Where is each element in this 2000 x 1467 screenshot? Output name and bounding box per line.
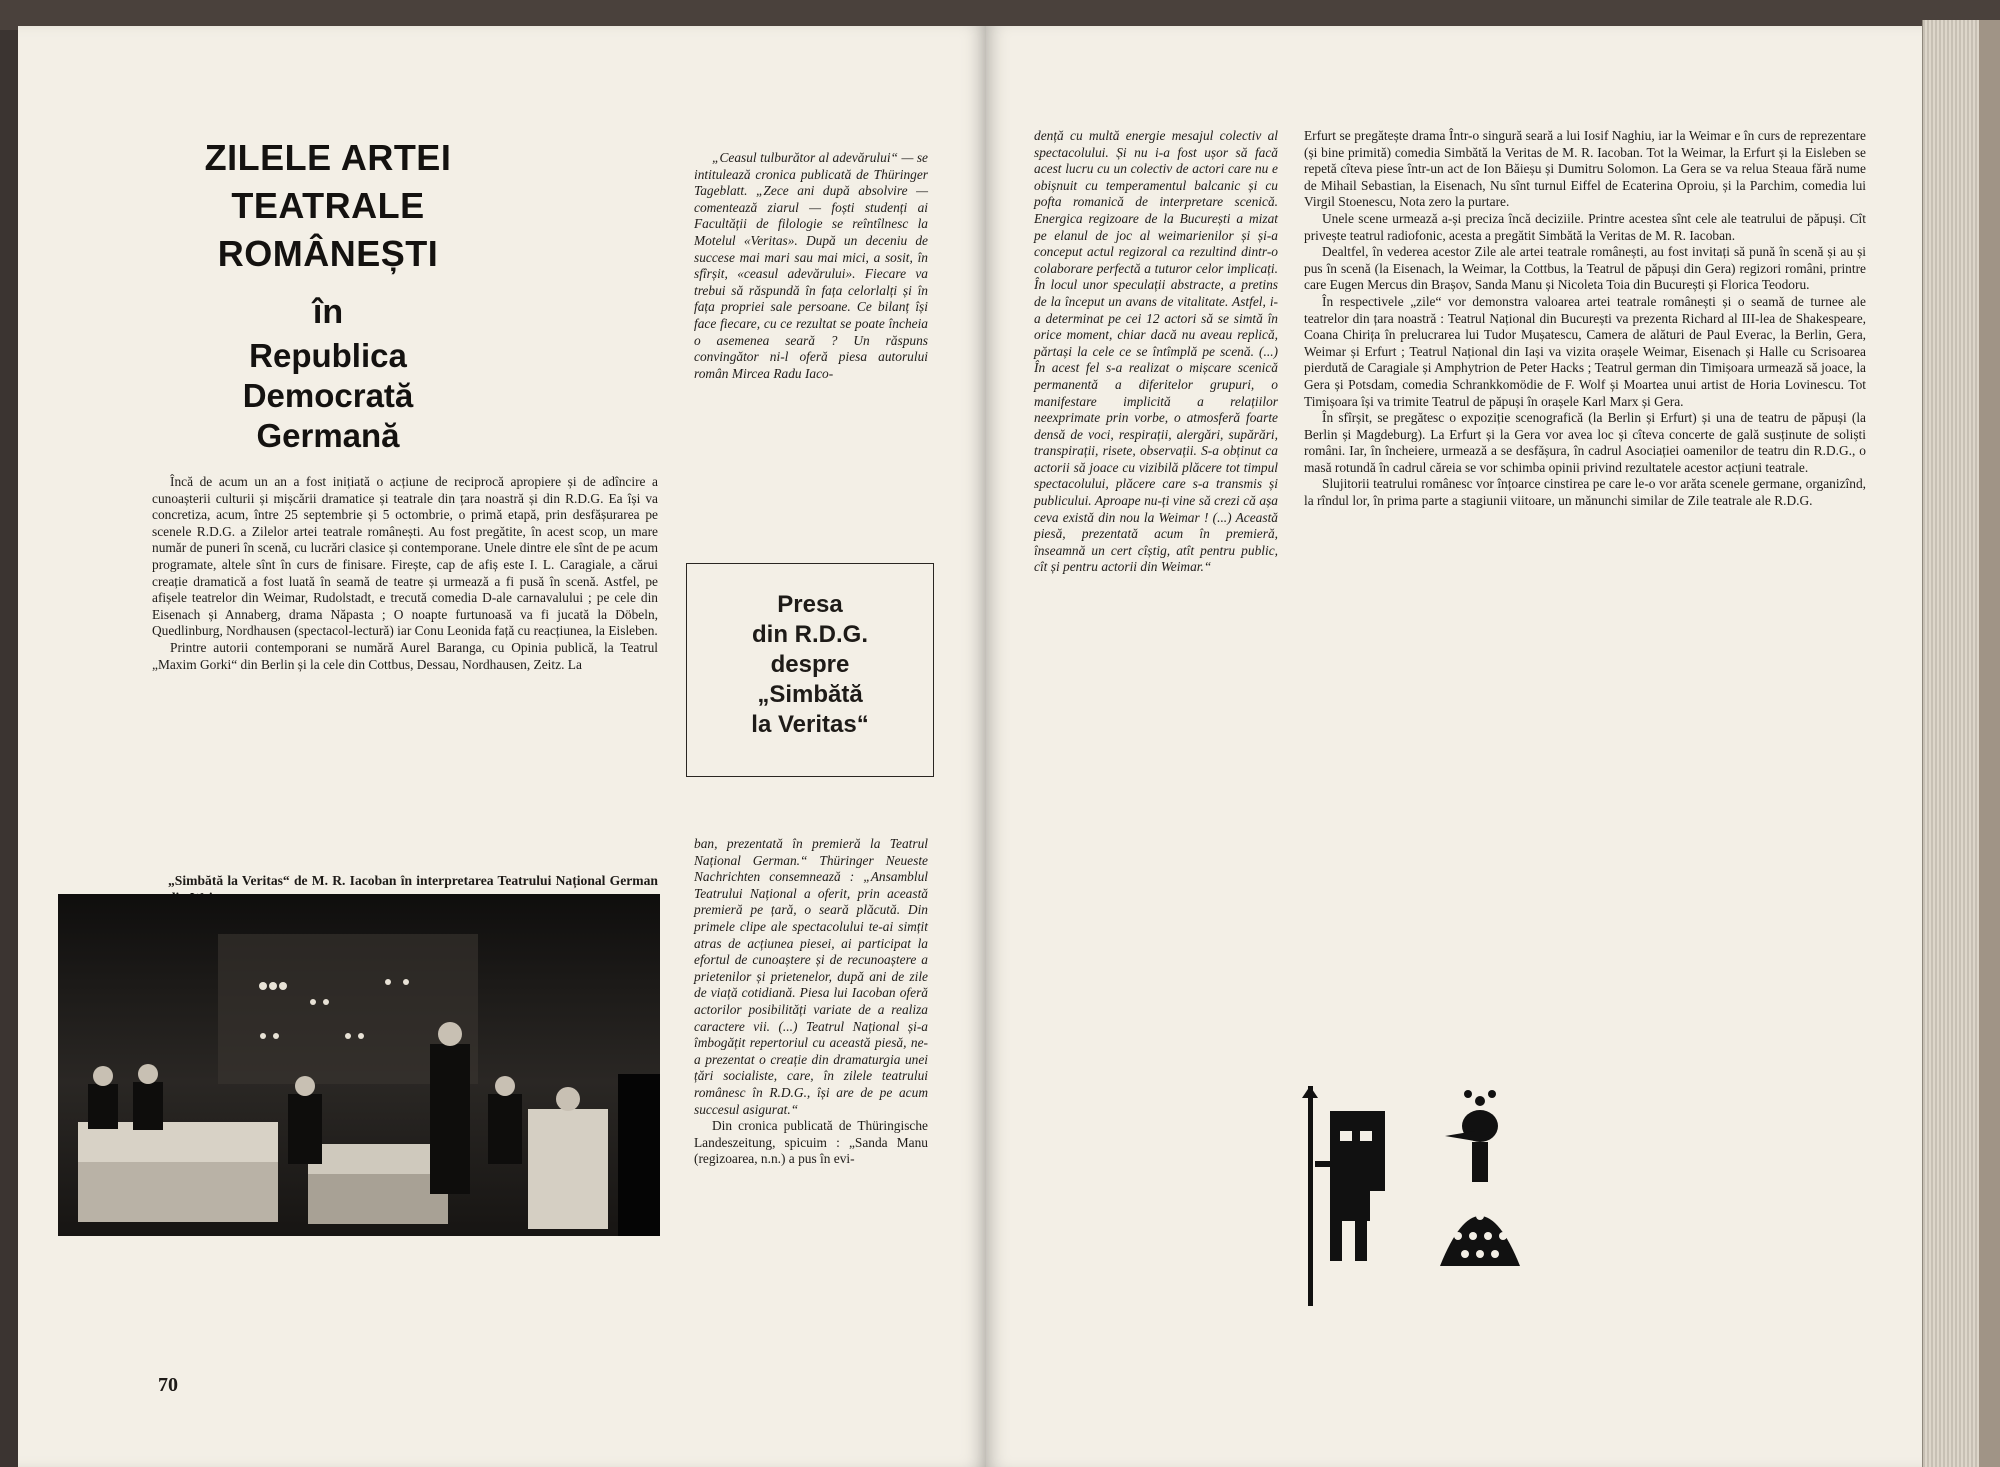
- press-column-top: [694, 150, 928, 382]
- intro-paragraph-1: Încă de acum un an a fost inițiată o acțiune de reciprocă apropiere și de adîncire a cunoașterii culturii și mișcării dramatice și teatrale din țara noastră și din R.D.G. Ea își va concretiza, acum, între 25 septembrie și 5 octombrie, o primă etapă, prin desfășurarea pe scenele R.D.G. a Zilelor artei teatrale românești. Au fost pregătite, în acest scop, un mare număr de puneri în scenă, cu lucrări clasice și contemporane. Unele dintre ele sînt de pe acum programate, altele sînt în curs de finisare. Firește, cap de afiș este I. L. Caragiale, a cărui creație dramatică a fost luată în seamă de teatre și urmează a fi pusă în scenă. Astfel, pe afișele teatrelor din Weimar, Rudolstadt, e trecută comedia D-ale carnavalului ; pe cele din Eisenach și Annaberg, drama Năpasta ; O noapte furtunoasă va fi jucată la Döbeln, Quedlinburg, Nordhausen (spectacol-lectură) iar Conu Leonida față cu reacțiunea, la Eisleben.: [152, 474, 658, 639]
- title-in: în: [312, 293, 344, 331]
- stage-photo-image: [58, 894, 660, 1236]
- article-paragraph-2: Unele scene urmează a-și preciza încă deciziile. Printre acestea sînt cele ale teatrului de păpuși. Cît privește teatrul radiofonic, acesta a pregătit Simbătă la Veritas de M. R. Iacoban.: [1304, 210, 1866, 243]
- puppet-illustration: [1300, 1066, 1550, 1316]
- title-sub-1: Republica: [249, 337, 407, 374]
- left-page: [18, 26, 986, 1467]
- intro-paragraph-2: Printre autorii contemporani se numără Aurel Baranga, cu Opinia publică, la Teatrul „Maxim Gorki“ din Berlin și la cele din Cottbus, Dessau, Nordhausen, Zeitz. La: [152, 639, 658, 672]
- article-title: [158, 134, 498, 456]
- title-line-1: ZILELE ARTEI: [204, 137, 452, 178]
- press-text-bottom: ban, prezentată în premieră la Teatrul Național German.“ Thüringer Neueste Nachrichten consemnează : „Ansamblul Teatrului Național a oferit, prin această premieră pe țară, o seară plăcută. Din primele clipe ale spectacolului te-ai simțit atras de acțiunea piesei, ai participat la efortul de cunoaștere și de recunoaștere a prietenilor și prietenelor, după ani de zile de viață cotidiană. Piesa lui Iacoban oferă actorilor posibilități variate de a realiza caractere vii. (...) Teatrul Național și-a îmbogățit repertoriul cu această piesă, ne-a prezentat o creație din dramaturgia unei țări socialiste, care, în zilele teatrului românesc în R.D.G., își are de pe acum succesul asigurat.“: [694, 836, 928, 1117]
- press-text-continued: dență cu multă energie mesajul colectiv al spectacolului. Și nu i-a fost ușor să facă acest lucru cu un colectiv de actori care nu e obișnuit cu temperamentul balcanic și cu pofta romanică de interpretare scenică. Energica regizoare de la București a mizat pe elanul de joc al weimarienilor și și-a conceput actul regizoral ca rezultind dintr-o colaborare perfectă a tuturor celor implicați. În locul unor speculații abstracte, a pretins de la început un avans de vitalitate. Astfel, i-a determinat pe cei 12 actori să se simtă în orice moment, chiar dacă nu aveau replică, părtași la cele ce se întîmplă pe scenă. (...) În acest fel s-a realizat o mișcare scenică permanentă a diferitelor grupuri, o manifestare implicită a relațiilor neexprimate prin vorbe, o atmosferă foarte densă de voci, respirații, alergări, supărări, transpirații, risete, observații. S-a obținut ca actorii să joace cu vizibilă plăcere tot timpul spectacolului, plăcere care s-a transmis și publicului. Aproape nu-ți vine să crezi că așa ceva există din nou la Weimar ! (...) Această piesă, prezentată acum în premieră, înseamnă un cert cîștig, atît pentru public, cît și pentru actorii din Weimar.“: [1034, 128, 1278, 575]
- article-paragraph-1: Erfurt se pregătește drama Într-o singură seară a lui Iosif Naghiu, iar la Weimar e în curs de reprezentare (și bine primită) comedia Simbătă la Veritas de M. R. Iacoban. Tot la Weimar, la Erfurt și la Eisleben se repetă cîteva piese într-un act de Ion Băieșu și Dumitru Solomon. La Gera se va relua Steaua fără nume de Mihail Sebastian, la Eisenach, Nu sînt turnul Eiffel de Ecaterina Oproiu, și la Parchim, comedia lui Virgil Stoenescu, Nota zero la purtare.: [1304, 128, 1866, 210]
- article-paragraph-6: Slujitorii teatrului românesc vor înțoarce cinstirea pe care le-o vor arăta scenele germane, organizînd, la rîndul lor, în prima parte a stagiunii viitoare, un mănunchi similar de Zile teatrale ale R.D.G.: [1304, 476, 1866, 509]
- press-box-line-3: despre: [770, 651, 850, 678]
- press-box-line-4: „Simbătă: [757, 681, 863, 708]
- intro-column: [152, 474, 658, 673]
- press-box-line-5: la Veritas“: [751, 711, 869, 738]
- article-paragraph-3: Dealtfel, în vederea acestor Zile ale artei teatrale românești, au fost invitați să pună în scenă și au și pus în scenă (la Eisenach, la Weimar, la Cottbus, la Teatrul de păpuși din Gera) regizori români, printre care Eugen Mercus din Brașov, Sanda Manu și Nicoleta Toia din București și Florica Teodoru.: [1304, 244, 1866, 293]
- press-box-line-2: din R.D.G.: [752, 621, 868, 648]
- page-number: 70: [158, 1374, 178, 1396]
- press-box: [686, 563, 934, 777]
- title-line-2: TEATRALE ROMÂNEȘTI: [217, 185, 439, 274]
- book-edge-band: [1979, 20, 2000, 1467]
- book-edge-right: [1922, 20, 2000, 1467]
- article-paragraph-4: În respectivele „zile“ vor demonstra valoarea artei teatrale românești și o seamă de turnee ale teatrelor din țara noastră : Teatrul Național din București va prezenta Richard al III-lea de Shakespeare, Coana Chirița în prelucrarea lui Tudor Mușatescu, Camera de alături de Paul Everac, la Berlin, Gera, Weimar și Erfurt ; Teatrul Național din Iași va vizita orașele Weimar, Eisenach și Halle cu Scrisoarea pierdută de Caragiale și Amphytrion de Peter Hacks ; Teatrul german din Timișoara urmează să joace, la Gera și Potsdam, comedia Schrankkomödie de F. Wolf și Moartea unui artist de Horia Lovinescu. Tot Timișoara își va trimite Teatrul de păpuși în orașele Karl Marx și Gera.: [1304, 293, 1866, 409]
- press-column-bottom: [694, 836, 928, 1168]
- title-sub-3: Germană: [256, 417, 400, 454]
- stage-photo: [58, 894, 660, 1236]
- press-text-top: „Ceasul tulburător al adevărului“ — se intitulează cronica publicată de Thüringer Tageblatt. „Zece ani după absolvire — comentează ziarul — foști studenți ai Facultății de filologie se reîntîlnesc la Motelul «Veritas». După un deceniu de succese mai mari sau mai mici, a sosit, în sfîrșit, «ceasul adevărului». Fiecare va trebui să răspundă în fața celorlalți și în fața propriei sale persoane. Ce bilanț își face fiecare, cu ce rezultat se poate încheia o asemenea seară ? Un răspuns convingător ni-l oferă piesa autorului român Mircea Radu Iaco-: [694, 150, 928, 381]
- right-page: [986, 26, 1922, 1467]
- article-paragraph-5: În sfîrșit, se pregătesc o expoziție scenografică (la Berlin și Erfurt) și una de teatru de păpuși (la Berlin și Magdeburg). La Erfurt și la Gera vor avea loc și cîteva concerte de gală susținute de soliști români. Iar, în încheiere, urmează a se desfășura, în cadrul Asociației oamenilor de teatru din R.D.G., o masă rotundă în cadrul căreia se vor schimba opinii privind rezultatele acestor acțiuni teatrale.: [1304, 410, 1866, 475]
- article-column-continued: [1304, 128, 1866, 510]
- press-box-title: [687, 590, 933, 740]
- press-column-continued: [1034, 128, 1278, 576]
- title-sub-2: Democrată: [242, 377, 414, 414]
- press-text-bottom-2: Din cronica publicată de Thüringische Landeszeitung, spicuim : „Sanda Manu (regizoarea, n.n.) a pus în evi-: [694, 1118, 928, 1167]
- photo-caption: „Simbătă la Veritas“ de M. R. Iacoban în interpretarea Teatrului Național German: [168, 873, 658, 888]
- press-box-line-1: Presa: [777, 591, 843, 618]
